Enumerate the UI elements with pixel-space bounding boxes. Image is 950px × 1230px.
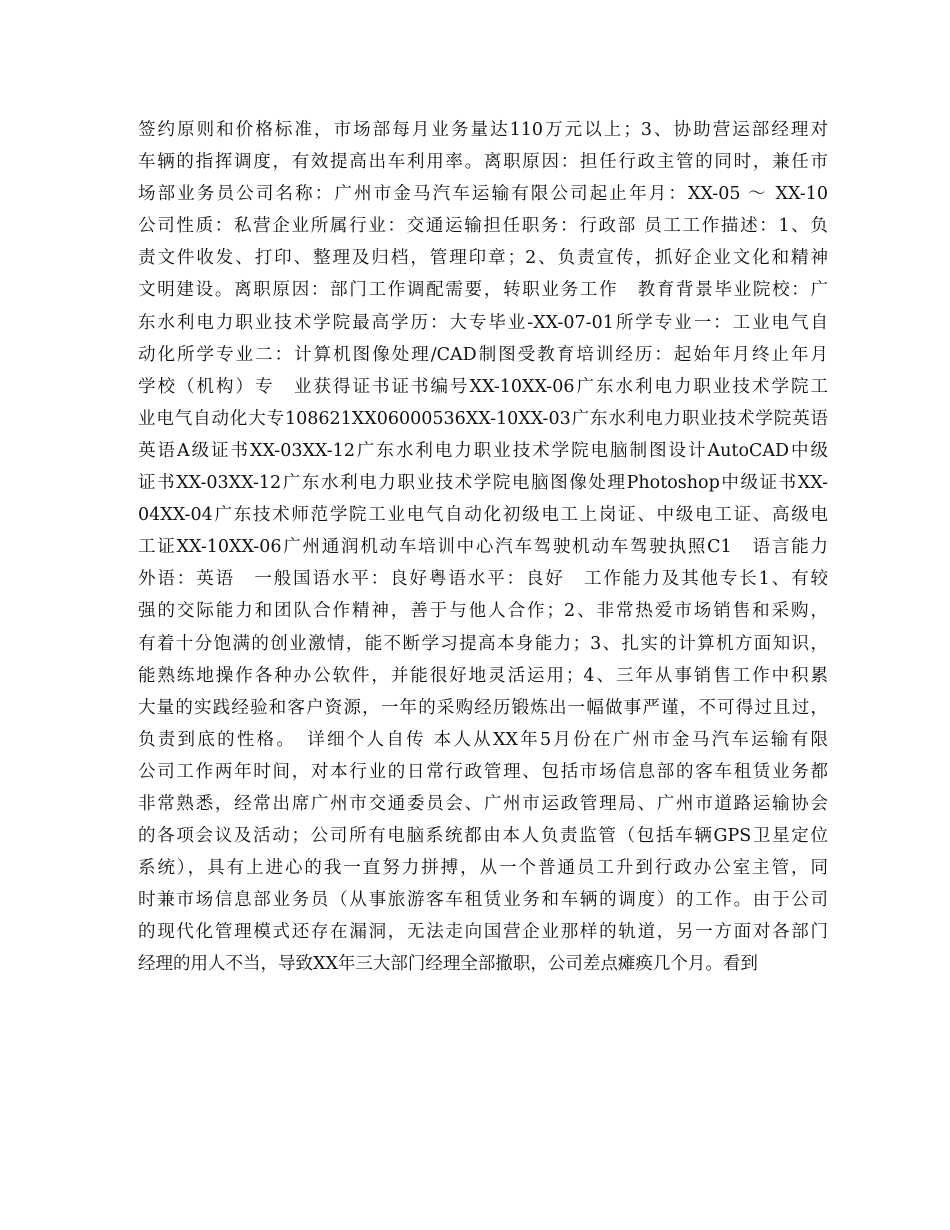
text-line-15: 外语：英语 一般国语水平：良好粤语水平：良好 工作能力及其他专长1、有较: [138, 569, 828, 590]
text-line-13: 04XX-04广东技术师范学院工业电气自动化初级电工上岗证、中级电工证、高级电: [138, 505, 828, 526]
text-line-9: 学校（机构）专 业获得证书证书编号XX-10XX-06广东水利电力职业技术学院工: [138, 376, 828, 397]
text-line-24: 系统），具有上进心的我一直努力拼搏，从一个普通员工升到行政办公室主管，同: [138, 858, 828, 879]
text-line-20: 负责到底的性格。 详细个人自传 本人从XX年5月份在广州市金马汽车运输有限: [138, 729, 828, 750]
text-line-17: 有着十分饱满的创业激情，能不断学习提高本身能力；3、扎实的计算机方面知识，: [138, 633, 828, 654]
text-line-22: 非常熟悉，经常出席广州市交通委员会、广州市运政管理局、广州市道路运输协会: [138, 793, 828, 814]
body-text: [138, 114, 828, 981]
text-line-26: 的现代化管理模式还存在漏洞，无法走向国营企业那样的轨道，另一方面对各部门: [138, 922, 828, 943]
text-line-10: 业电气自动化大专108621XX06000536XX-10XX-03广东水利电力职业技术学院英语: [138, 408, 828, 429]
text-line-3: 场部业务员公司名称：广州市金马汽车运输有限公司起止年月：XX-05 ～ XX-10: [138, 184, 828, 205]
text-line-6: 文明建设。离职原因：部门工作调配需要，转职业务工作 教育背景毕业院校：广: [138, 280, 828, 301]
text-line-14: 工证XX-10XX-06广州通润机动车培训中心汽车驾驶机动车驾驶执照C1 语言能力: [138, 537, 828, 558]
text-line-27: 经理的用人不当，导致XX年三大部门经理全部撤职，公司差点瘫痪几个月。看到: [138, 954, 758, 975]
text-line-7: 东水利电力职业技术学院最高学历：大专毕业-XX-07-01所学专业一：工业电气自: [138, 312, 828, 333]
text-line-16: 强的交际能力和团队合作精神，善于与他人合作；2、非常热爱市场销售和采购，: [138, 601, 828, 622]
text-line-25: 时兼市场信息部业务员（从事旅游客车租赁业务和车辆的调度）的工作。由于公司: [138, 890, 828, 911]
text-line-19: 大量的实践经验和客户资源，一年的采购经历锻炼出一幅做事严谨，不可得过且过，: [138, 697, 828, 718]
text-line-1: 签约原则和价格标准，市场部每月业务量达110万元以上；3、协助营运部经理对: [138, 120, 828, 140]
text-line-21: 公司工作两年时间，对本行业的日常行政管理、包括市场信息部的客车租赁业务都: [138, 761, 828, 782]
text-line-8: 动化所学专业二：计算机图像处理/CAD制图受教育培训经历：起始年月终止年月: [138, 344, 828, 365]
text-line-23: 的各项会议及活动；公司所有电脑系统都由本人负责监管（包括车辆GPS卫星定位: [138, 826, 828, 847]
text-line-4: 公司性质：私营企业所属行业：交通运输担任职务：行政部 员工工作描述：1、负: [138, 216, 828, 237]
text-line-2: 车辆的指挥调度，有效提高出车利用率。离职原因：担任行政主管的同时，兼任市: [138, 152, 828, 173]
text-line-12: 证书XX-03XX-12广东水利电力职业技术学院电脑图像处理Photoshop中级证书XX-: [138, 473, 828, 494]
text-line-18: 能熟练地操作各种办公软件，并能很好地灵活运用；4、三年从事销售工作中积累: [138, 665, 828, 686]
text-line-5: 责文件收发、打印、整理及归档，管理印章；2、负责宣传，抓好企业文化和精神: [138, 248, 828, 269]
text-line-11: 英语A级证书XX-03XX-12广东水利电力职业技术学院电脑制图设计AutoCAD中级: [138, 440, 828, 461]
